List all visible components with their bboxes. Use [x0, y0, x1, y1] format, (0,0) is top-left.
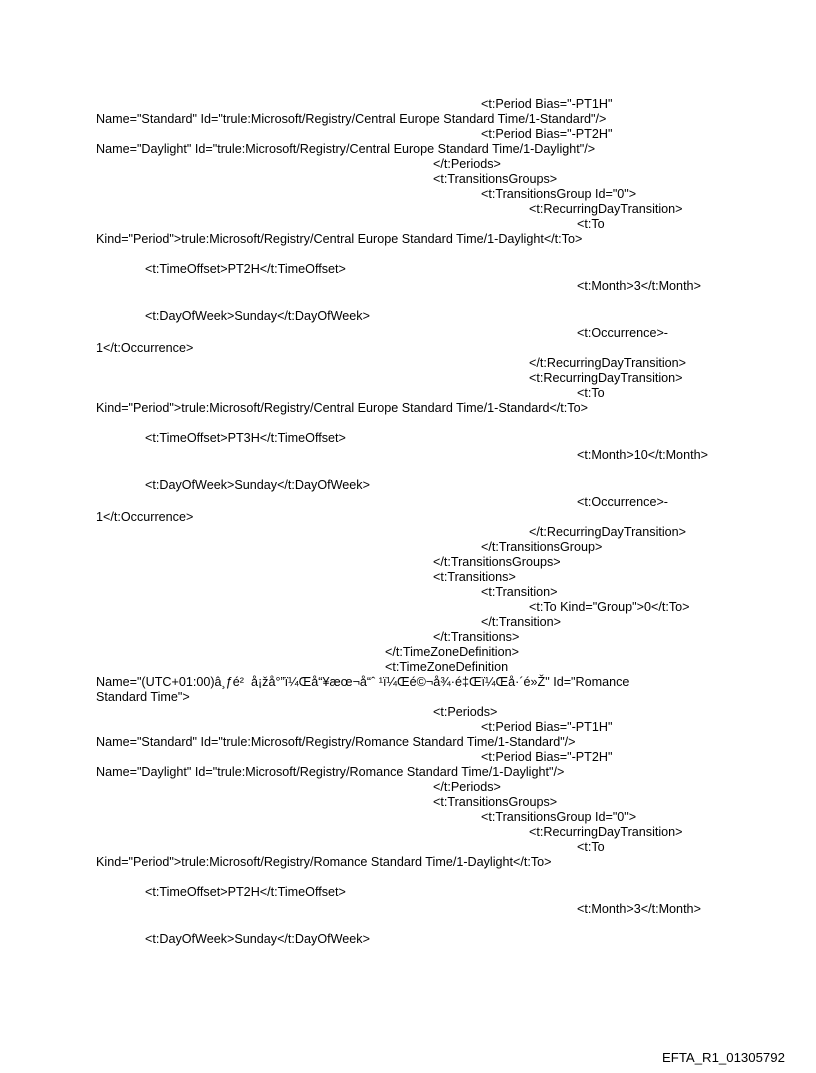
xml-line: <t:TransitionsGroups> [433, 172, 558, 186]
xml-line: Name="(UTC+01:00)â¸ƒé² å¡žå°”ï¼Œå“¥æœ¬å“ˆ ¹ï¼Œé©¬å¾·é‡Œï¼Œå·´é»Ž" Id="Romance [96, 675, 630, 689]
document-id-footer: EFTA_R1_01305792 [662, 1050, 785, 1065]
xml-line: <t:Period Bias="-PT1H" [481, 97, 613, 111]
xml-line: 1</t:Occurrence> [96, 510, 194, 524]
xml-line: <t:RecurringDayTransition> [529, 825, 683, 839]
xml-line: <t:Period Bias="-PT2H" [481, 750, 613, 764]
xml-line: <t:Transition> [481, 585, 558, 599]
xml-line: <t:Period Bias="-PT1H" [481, 720, 613, 734]
xml-line: <t:Month>3</t:Month> [577, 279, 701, 293]
xml-line: <t:TimeOffset>PT3H</t:TimeOffset> [145, 431, 346, 445]
xml-line: <t:To [577, 840, 605, 854]
xml-line: <t:Period Bias="-PT2H" [481, 127, 613, 141]
xml-line: <t:To Kind="Group">0</t:To> [529, 600, 690, 614]
xml-line: </t:RecurringDayTransition> [529, 356, 687, 370]
xml-line: Standard Time"> [96, 690, 190, 704]
xml-line: <t:To [577, 386, 605, 400]
xml-line: <t:Month>3</t:Month> [577, 902, 701, 916]
xml-line: Kind="Period">trule:Microsoft/Registry/Central Europe Standard Time/1-Daylight</t:To> [96, 232, 583, 246]
xml-line: Name="Standard" Id="trule:Microsoft/Registry/Romance Standard Time/1-Standard"/> [96, 735, 576, 749]
xml-line: </t:Transitions> [433, 630, 520, 644]
xml-line: Name="Standard" Id="trule:Microsoft/Registry/Central Europe Standard Time/1-Standard"/> [96, 112, 607, 126]
xml-line: <t:TransitionsGroup Id="0"> [481, 187, 637, 201]
xml-line: <t:TransitionsGroups> [433, 795, 558, 809]
xml-line: </t:TransitionsGroup> [481, 540, 603, 554]
xml-line: <t:Transitions> [433, 570, 516, 584]
xml-line: Name="Daylight" Id="trule:Microsoft/Registry/Romance Standard Time/1-Daylight"/> [96, 765, 565, 779]
xml-line: Kind="Period">trule:Microsoft/Registry/Romance Standard Time/1-Daylight</t:To> [96, 855, 552, 869]
xml-line: <t:TimeOffset>PT2H</t:TimeOffset> [145, 262, 346, 276]
xml-line: 1</t:Occurrence> [96, 341, 194, 355]
xml-line: </t:Periods> [433, 157, 501, 171]
xml-line: <t:DayOfWeek>Sunday</t:DayOfWeek> [145, 309, 370, 323]
xml-line: <t:RecurringDayTransition> [529, 202, 683, 216]
xml-line: <t:RecurringDayTransition> [529, 371, 683, 385]
xml-line: </t:Periods> [433, 780, 501, 794]
xml-line: </t:Transition> [481, 615, 562, 629]
xml-line: <t:To [577, 217, 605, 231]
xml-line: <t:Periods> [433, 705, 498, 719]
xml-line: <t:Occurrence>- [577, 326, 668, 340]
xml-line: Kind="Period">trule:Microsoft/Registry/Central Europe Standard Time/1-Standard</t:To> [96, 401, 588, 415]
xml-line: <t:TimeZoneDefinition [385, 660, 509, 674]
xml-line: </t:TransitionsGroups> [433, 555, 561, 569]
xml-line: <t:Month>10</t:Month> [577, 448, 708, 462]
xml-line: Name="Daylight" Id="trule:Microsoft/Registry/Central Europe Standard Time/1-Daylight"/> [96, 142, 596, 156]
xml-line: <t:Occurrence>- [577, 495, 668, 509]
xml-line: <t:TransitionsGroup Id="0"> [481, 810, 637, 824]
xml-line: <t:DayOfWeek>Sunday</t:DayOfWeek> [145, 932, 370, 946]
xml-line: </t:RecurringDayTransition> [529, 525, 687, 539]
xml-line: <t:TimeOffset>PT2H</t:TimeOffset> [145, 885, 346, 899]
xml-line: </t:TimeZoneDefinition> [385, 645, 519, 659]
xml-line: <t:DayOfWeek>Sunday</t:DayOfWeek> [145, 478, 370, 492]
